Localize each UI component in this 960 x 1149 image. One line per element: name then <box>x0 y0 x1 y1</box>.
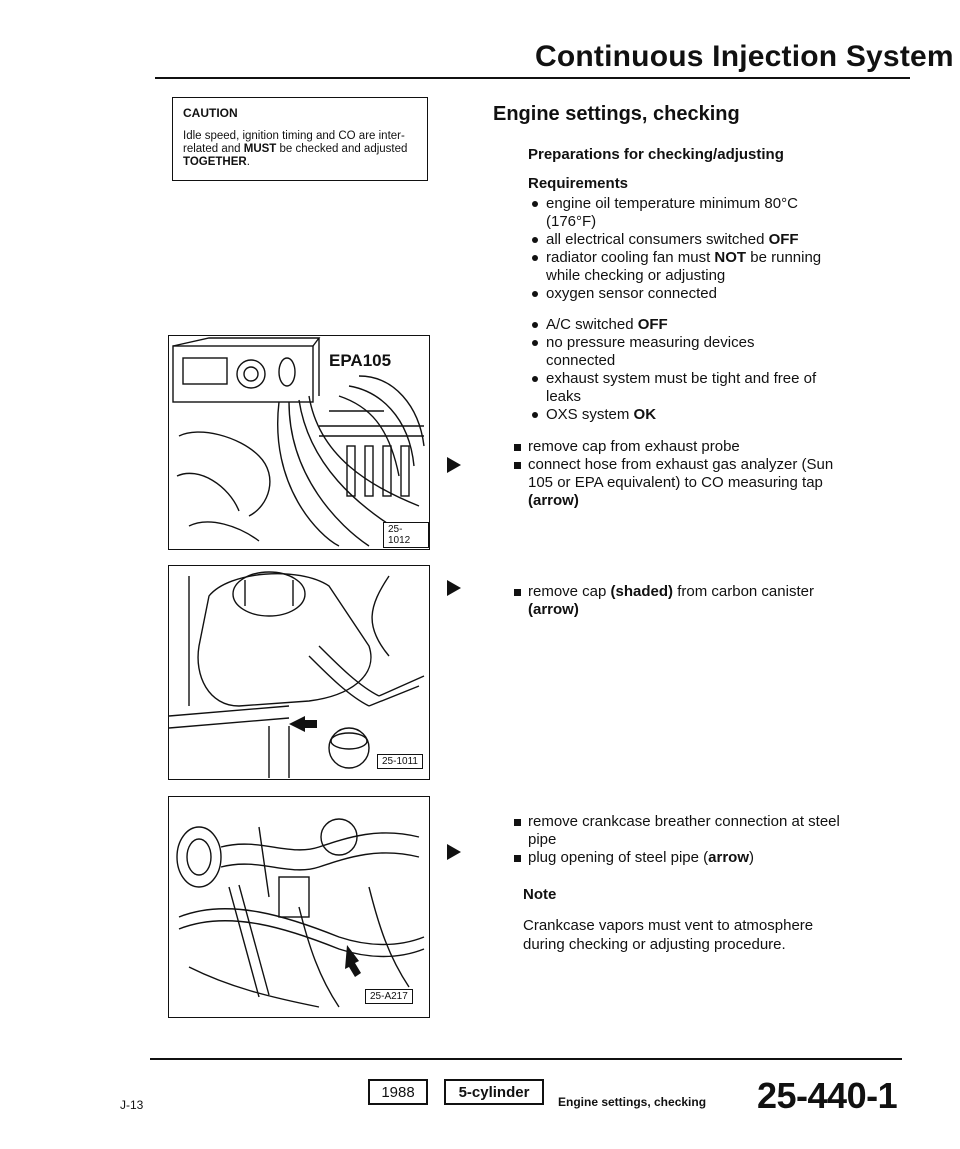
caution-title: CAUTION <box>183 106 238 120</box>
requirements-list <box>532 195 862 303</box>
step-3-list <box>514 813 849 867</box>
figure-crankcase-breather <box>168 796 430 1018</box>
figure-2-drawing <box>169 566 428 778</box>
step-1-list <box>514 438 849 510</box>
requirements-list-2 <box>532 316 862 424</box>
subheading: Preparations for checking/adjusting <box>528 146 784 163</box>
list-item: all electrical consumers switched OFF <box>532 231 862 249</box>
pointer-arrow-1 <box>447 457 461 473</box>
list-item: oxygen sensor connected <box>532 285 862 303</box>
list-item: connect hose from exhaust gas analyzer (Sun 105 or EPA equivalent) to CO measuring tap (arrow) <box>514 456 849 510</box>
list-item: exhaust system must be tight and free of leaks <box>532 370 846 406</box>
page-title: Continuous Injection System <box>535 40 954 73</box>
figure-tag: 25-1012 <box>383 522 429 548</box>
note-heading: Note <box>523 886 557 903</box>
list-item: radiator cooling fan must NOT be running while checking or adjusting <box>532 249 826 285</box>
list-item: A/C switched OFF <box>532 316 862 334</box>
page-number: 25-440-1 <box>757 1075 898 1116</box>
figure-tag: 25-A217 <box>365 989 413 1004</box>
engine-box: 5-cylinder <box>444 1079 544 1105</box>
list-item: OXS system OK <box>532 406 862 424</box>
caution-box <box>172 97 428 181</box>
requirements-heading: Requirements <box>528 175 629 192</box>
note-text: Crankcase vapors must vent to atmosphere during checking or adjusting procedure. <box>523 917 814 953</box>
epa-label: EPA105 <box>329 351 392 370</box>
header-rule <box>155 77 910 79</box>
figure-carbon-canister <box>168 565 430 780</box>
pointer-arrow-3 <box>447 844 461 860</box>
figure-tag: 25-1011 <box>377 754 423 769</box>
figure-1-drawing <box>169 336 428 548</box>
footer-caption: Engine settings, checking <box>558 1095 707 1109</box>
figure-3-drawing <box>169 797 428 1016</box>
list-item: remove crankcase breather connection at steel pipe <box>514 813 848 849</box>
page-ref: J-13 <box>120 1098 144 1112</box>
list-item: remove cap from exhaust probe <box>514 438 849 456</box>
caution-text: Idle speed, ignition timing and CO are inter-related and MUST be checked and adjusted TOGETHER. <box>183 130 408 168</box>
pointer-arrow-2 <box>447 580 461 596</box>
figure-exhaust-analyzer <box>168 335 430 550</box>
footer-rule <box>150 1058 902 1060</box>
year-box: 1988 <box>368 1079 428 1105</box>
section-heading: Engine settings, checking <box>493 103 740 125</box>
list-item: remove cap (shaded) from carbon canister (arrow) <box>514 583 859 619</box>
list-item: engine oil temperature minimum 80°C (176°F) <box>532 195 806 231</box>
list-item: no pressure measuring devices connected <box>532 334 796 370</box>
step-2-list <box>514 583 859 619</box>
list-item: plug opening of steel pipe (arrow) <box>514 849 849 867</box>
